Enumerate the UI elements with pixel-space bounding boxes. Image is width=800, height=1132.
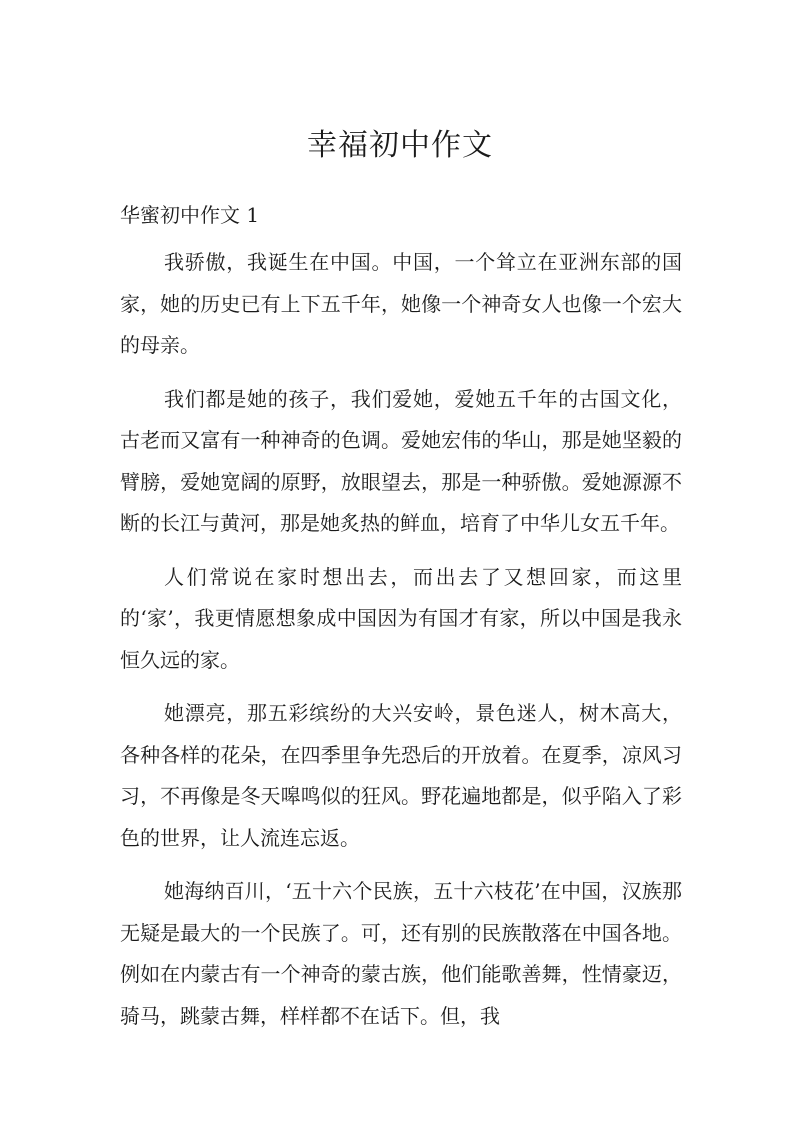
paragraph-2: 我们都是她的孩子，我们爱她，爱她五千年的古国文化，古老而又富有一种神奇的色调。爱她宏伟的华山，那是她坚毅的臂膀，爱她宽阔的原野，放眼望去，那是一种骄傲。爱她源源不断的长江与黄河，那是她炙热的鲜血，培育了中华儿女五千年。	[120, 386, 682, 535]
document-body	[120, 200, 682, 1037]
document-subtitle: 华蜜初中作文 1	[120, 203, 260, 227]
paragraph-5: 她海纳百川，‘五十六个民族，五十六枝花’在中国，汉族那无疑是最大的一个民族了。可，还有别的民族散落在中国各地。例如在内蒙古有一个神奇的蒙古族，他们能歌善舞，性情豪迈，骑马，跳蒙古舞，样样都不在话下。但，我	[120, 879, 682, 1028]
paragraph-4: 她漂亮，那五彩缤纷的大兴安岭，景色迷人，树木高大，各种各样的花朵，在四季里争先恐后的开放着。在夏季，凉风习习，不再像是冬天嗥鸣似的狂风。野花遍地都是，似乎陷入了彩色的世界，让人流连忘返。	[120, 701, 682, 850]
paragraph-3: 人们常说在家时想出去，而出去了又想回家，而这里的‘家’，我更情愿想象成中国因为有国才有家，所以中国是我永恒久远的家。	[120, 564, 682, 672]
document-title: 幸福初中作文	[307, 128, 493, 163]
paragraph-1: 我骄傲，我诞生在中国。中国，一个耸立在亚洲东部的国家，她的历史已有上下五千年，她像一个神奇女人也像一个宏大的母亲。	[120, 250, 682, 357]
